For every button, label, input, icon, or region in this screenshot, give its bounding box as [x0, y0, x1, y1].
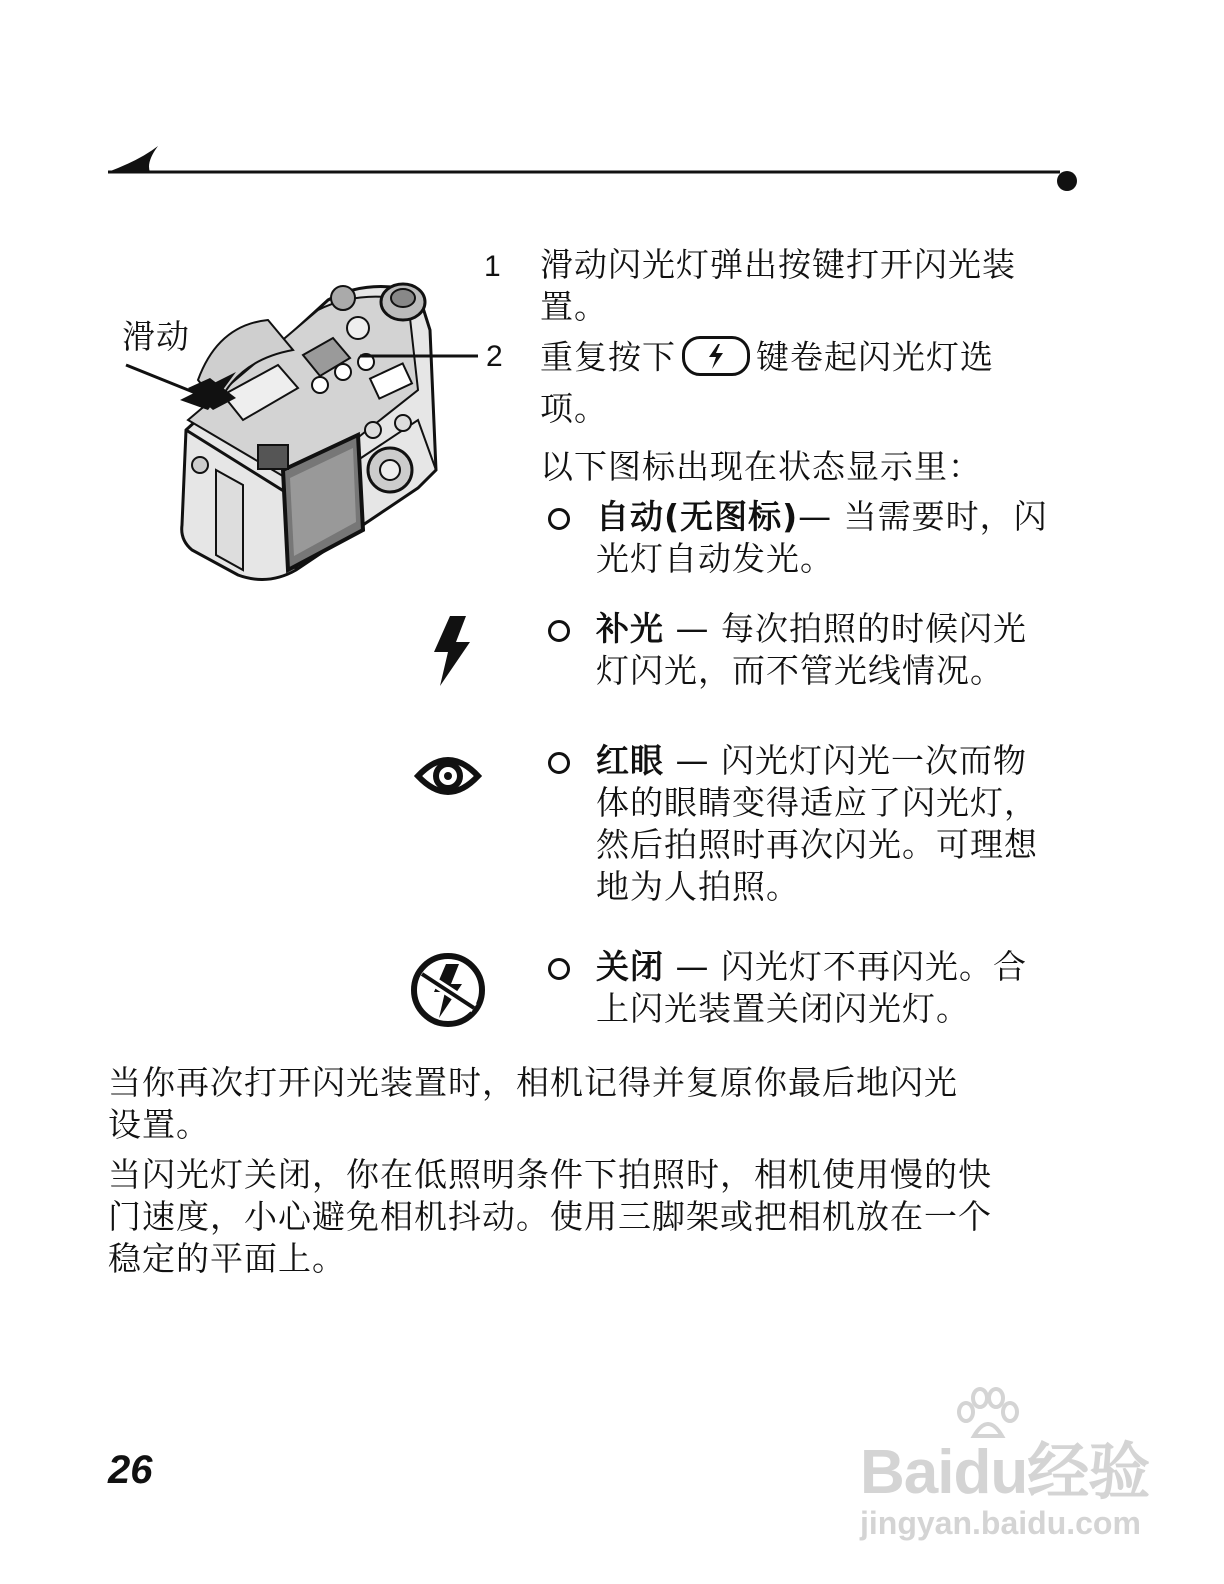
flash-icon	[428, 614, 474, 688]
page-number: 26	[108, 1448, 153, 1492]
paw-logo-icon	[952, 1386, 1022, 1442]
step-2-text	[540, 336, 1100, 430]
watermark-main: Baidu经验	[860, 1438, 1150, 1507]
option-off-line-1: 闪光灯不再闪光。合	[721, 947, 1027, 986]
step-1-line-2: 置。	[540, 287, 608, 326]
step-1-text	[540, 244, 1016, 328]
option-fill	[596, 608, 1027, 692]
flash-off-icon	[408, 950, 488, 1030]
option-fill-sep: —	[675, 609, 710, 648]
paragraph-1	[108, 1062, 958, 1146]
option-auto-sep: —	[798, 497, 833, 536]
step-2-after: 键卷起闪光灯选	[756, 337, 994, 377]
bullet-off	[548, 958, 570, 980]
option-auto-line-1: 当需要时，闪	[843, 497, 1048, 536]
step-1-number: 1	[484, 250, 501, 283]
option-red-eye	[596, 740, 1038, 908]
baidu-watermark	[860, 1392, 1149, 1542]
option-off-title: 关闭	[596, 947, 664, 986]
option-red-eye-title: 红眼	[596, 741, 664, 780]
step-2-line-1	[540, 336, 1100, 382]
option-off	[596, 946, 1027, 1030]
bullet-auto	[548, 508, 570, 530]
flash-button-icon	[682, 336, 750, 376]
option-red-eye-line-1: 闪光灯闪光一次而物	[721, 741, 1027, 780]
paragraph-2-line-1: 当闪光灯关闭，你在低照明条件下拍照时，相机使用慢的快	[108, 1155, 992, 1194]
paragraph-2	[108, 1154, 992, 1280]
step-1-line-1: 滑动闪光灯弹出按键打开闪光装	[540, 245, 1016, 284]
paragraph-2-line-2: 门速度，小心避免相机抖动。使用三脚架或把相机放在一个	[108, 1197, 992, 1236]
paragraph-2-line-3: 稳定的平面上。	[108, 1239, 346, 1278]
paragraph-1-line-1: 当你再次打开闪光装置时，相机记得并复原你最后地闪光	[108, 1063, 958, 1102]
step-2-number: 2	[486, 340, 503, 373]
option-red-eye-line-2: 体的眼睛变得适应了闪光灯，	[596, 783, 1038, 822]
step-2-before: 重复按下	[540, 337, 676, 377]
bullet-red-eye	[548, 752, 570, 774]
option-auto-line-2: 光灯自动发光。	[596, 539, 834, 578]
option-off-line-2: 上闪光装置关闭闪光灯。	[596, 989, 970, 1028]
paragraph-1-line-2: 设置。	[108, 1105, 210, 1144]
option-fill-title: 补光	[596, 609, 664, 648]
camera-callout-label: 滑动	[122, 317, 190, 356]
step-2-line-2: 项。	[540, 389, 608, 428]
option-fill-line-1: 每次拍照的时候闪光	[721, 609, 1027, 648]
option-fill-line-2: 灯闪光，而不管光线情况。	[596, 651, 1004, 690]
header-rule	[0, 0, 1224, 220]
bullet-fill	[548, 620, 570, 642]
option-red-eye-line-4: 地为人拍照。	[596, 867, 800, 906]
option-red-eye-line-3: 然后拍照时再次闪光。可理想	[596, 825, 1038, 864]
option-auto-title: 自动(无图标)	[596, 497, 799, 536]
watermark-sub: jingyan.baidu.com	[860, 1505, 1141, 1541]
option-red-eye-sep: —	[675, 741, 710, 780]
red-eye-icon	[414, 752, 482, 800]
status-intro: 以下图标出现在状态显示里：	[540, 447, 982, 486]
option-auto	[596, 496, 1048, 580]
option-off-sep: —	[675, 947, 710, 986]
callout-line	[360, 340, 490, 380]
